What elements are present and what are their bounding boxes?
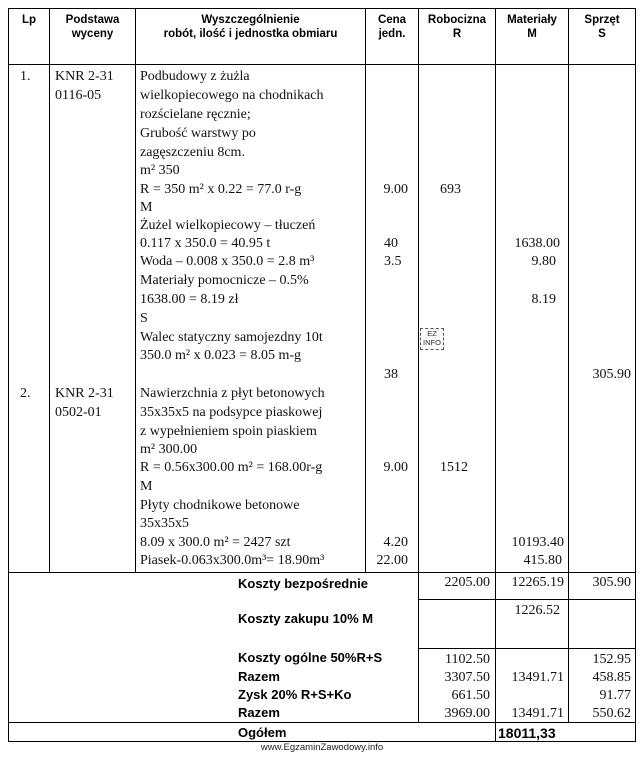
item1-desc-line: 350.0 m² x 0.023 = 8.05 m-g <box>140 348 302 363</box>
summary-razem2-r: 3969.00 <box>444 706 490 721</box>
header-opis-line2: robót, ilość i jednostka obmiaru <box>163 28 338 41</box>
table-top-border <box>8 8 636 9</box>
header-podstawa <box>50 13 135 42</box>
item2-desc-line: M <box>140 479 153 494</box>
item1-desc-line: rozścielane ręcznie; <box>140 107 251 122</box>
summary-razem1-m: 13491.71 <box>511 670 564 685</box>
item1-desc-line: Żużel wielkopiecowy – tłuczeń <box>140 218 316 233</box>
col-border-rob <box>495 8 496 741</box>
item1-desc-line: S <box>140 311 148 326</box>
summary-line-2 <box>418 648 636 649</box>
item2-desc-line: R = 0.56x300.00 m² = 168.00r-g <box>140 460 323 475</box>
header-opis-line1: Wyszczególnienie <box>201 14 300 26</box>
watermark-line2: INFO <box>423 338 441 347</box>
item1-cena-walec: 38 <box>384 367 398 382</box>
item1-mat-zuzel: 1638.00 <box>514 236 560 251</box>
item1-desc-line: 1638.00 = 8.19 zł <box>140 292 239 307</box>
item2-mat-piasek: 415.80 <box>523 553 562 568</box>
header-bottom-border <box>8 64 636 65</box>
header-robocizna-line2: R <box>452 28 462 41</box>
item2-mat-plyty: 10193.40 <box>511 535 564 550</box>
item1-cena-woda: 3.5 <box>384 254 402 269</box>
header-sprzet-line1: Sprzęt <box>584 14 620 26</box>
item2-cena-piasek: 22.00 <box>376 553 408 568</box>
items-bottom-border <box>8 572 636 573</box>
item1-desc-line: Woda – 0.008 x 350.0 = 2.8 m³ <box>140 254 315 269</box>
item1-desc-line: Materiały pomocnicze – 0.5% <box>140 273 309 288</box>
header-lp-text: Lp <box>21 14 37 26</box>
col-border-left <box>8 8 9 741</box>
item2-cena-r: 9.00 <box>383 460 408 475</box>
summary-line-3 <box>8 722 636 723</box>
header-podstawa-line1: Podstawa <box>65 14 120 26</box>
summary-ogolem-label: Ogółem <box>238 725 287 740</box>
item1-mat-pom: 8.19 <box>531 292 556 307</box>
item1-robocizna: 693 <box>440 182 461 197</box>
item2-lp: 2. <box>20 386 31 401</box>
watermark-line1: EZ <box>427 329 437 338</box>
header-materialy <box>496 13 568 42</box>
item1-knr-line1: KNR 2-31 <box>55 69 114 84</box>
summary-razem2-s: 550.62 <box>592 706 631 721</box>
header-robocizna <box>419 13 495 42</box>
summary-bezposrednie-r: 2205.00 <box>444 575 490 590</box>
item1-desc-line: R = 350 m² x 0.22 = 77.0 r-g <box>140 182 302 197</box>
header-materialy-line2: M <box>527 28 537 41</box>
item1-cena-zuzel: 40 <box>384 236 398 251</box>
item1-lp: 1. <box>20 69 31 84</box>
item2-desc-line: 8.09 x 300.0 m² = 2427 szt <box>140 535 291 550</box>
col-border-right <box>635 8 636 741</box>
col-border-opis <box>365 8 366 572</box>
summary-zysk-s: 91.77 <box>599 688 631 703</box>
item2-desc-line: Nawierzchnia z płyt betonowych <box>140 386 325 401</box>
header-sprzet-line2: S <box>598 28 606 41</box>
footer-url: www.EgzaminZawodowy.info <box>260 742 384 753</box>
summary-razem1-s: 458.85 <box>592 670 631 685</box>
item1-knr-line2: 0116-05 <box>55 88 102 103</box>
item1-desc-line: Grubość warstwy po <box>140 126 256 141</box>
header-opis <box>136 13 365 42</box>
item2-desc-line: z wypełnieniem spoin piaskiem <box>140 424 317 439</box>
summary-line-1 <box>418 599 636 600</box>
col-border-cena <box>418 8 419 722</box>
summary-zysk-r: 661.50 <box>451 688 490 703</box>
item1-desc-line: m² 350 <box>140 163 180 178</box>
header-cena <box>366 13 418 42</box>
header-lp <box>9 13 49 27</box>
summary-bezposrednie-s: 305.90 <box>592 575 631 590</box>
item2-desc-line: 35x35x5 <box>140 516 189 531</box>
summary-razem1-label: Razem <box>238 669 280 684</box>
header-sprzet <box>569 13 635 42</box>
summary-zakupu-label: Koszty zakupu 10% M <box>238 611 374 626</box>
item1-sprzet: 305.90 <box>592 367 631 382</box>
summary-bezposrednie-label: Koszty bezpośrednie <box>238 576 369 591</box>
item2-desc-line: Piasek-0.063x300.0m³= 18.90m³ <box>140 553 325 568</box>
item2-knr-line1: KNR 2-31 <box>55 386 114 401</box>
item1-desc-line: zagęszczeniu 8cm. <box>140 145 245 160</box>
summary-zysk-label: Zysk 20% R+S+Ko <box>238 687 352 702</box>
col-border-lp <box>49 8 50 572</box>
item2-desc-line: m² 300.00 <box>140 442 198 457</box>
summary-ogolem-value: 18011,33 <box>498 725 556 741</box>
summary-razem2-m: 13491.71 <box>511 706 564 721</box>
item1-desc-line: wielkopiecowego na chodnikach <box>140 88 324 103</box>
header-cena-line1: Cena <box>377 14 407 26</box>
item2-robocizna: 1512 <box>440 460 468 475</box>
item1-desc-line: Walec statyczny samojezdny 10t <box>140 330 323 345</box>
header-robocizna-line1: Robocizna <box>427 14 487 26</box>
item1-mat-woda: 9.80 <box>531 254 556 269</box>
item1-desc-line: 0.117 x 350.0 = 40.95 t <box>140 236 271 251</box>
header-podstawa-line2: wyceny <box>71 28 114 41</box>
item2-cena-plyty: 4.20 <box>383 535 408 550</box>
item1-cena-r: 9.00 <box>383 182 408 197</box>
col-border-mat <box>568 8 569 722</box>
item1-desc-line: Podbudowy z żużla <box>140 69 250 84</box>
summary-ogolne-r: 1102.50 <box>445 652 490 667</box>
item2-knr-line2: 0502-01 <box>55 405 102 420</box>
summary-razem2-label: Razem <box>238 705 280 720</box>
summary-ogolne-label: Koszty ogólne 50%R+S <box>238 650 383 665</box>
summary-ogolne-s: 152.95 <box>592 652 631 667</box>
col-border-knr <box>135 8 136 572</box>
item2-desc-line: Płyty chodnikowe betonowe <box>140 498 300 513</box>
summary-zakupu-m: 1226.52 <box>514 603 560 618</box>
item1-desc-line: M <box>140 200 153 215</box>
header-materialy-line1: Materiały <box>507 14 557 26</box>
summary-razem1-r: 3307.50 <box>444 670 490 685</box>
header-cena-line2: jedn. <box>378 28 406 41</box>
item2-desc-line: 35x35x5 na podsypce piaskowej <box>140 405 323 420</box>
summary-bezposrednie-m: 12265.19 <box>511 575 564 590</box>
watermark-stamp <box>420 328 444 350</box>
